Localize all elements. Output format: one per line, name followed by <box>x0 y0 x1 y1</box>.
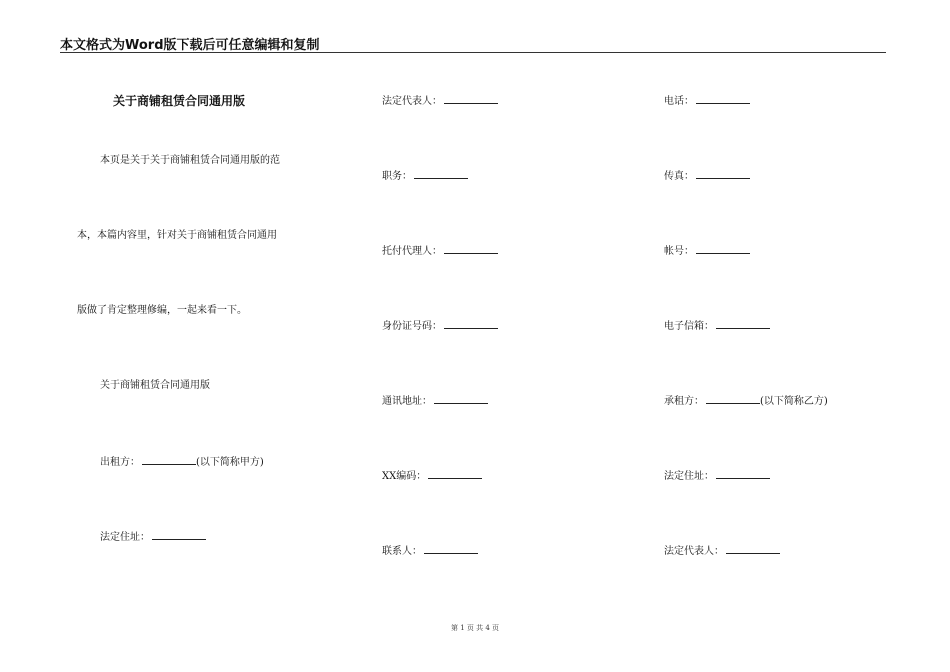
lessor-address-blank <box>152 530 206 540</box>
contact-field <box>382 544 478 558</box>
id-number-field <box>382 319 498 333</box>
lessee-address-label: 法定住址： <box>664 471 714 482</box>
contact-blank <box>424 544 478 554</box>
lessee-field <box>664 394 828 408</box>
email-label: 电子信箱： <box>664 321 714 332</box>
page-footer: 第 1 页 共 4 页 <box>450 624 500 632</box>
mailing-address-blank <box>434 394 488 404</box>
id-number-label: 身份证号码： <box>382 321 442 332</box>
phone-label: 电话： <box>664 96 694 107</box>
lessor-label: 出租方： <box>100 457 140 468</box>
contact-label: 联系人： <box>382 546 422 557</box>
position-label: 职务： <box>382 171 412 182</box>
lessor-blank <box>142 455 196 465</box>
lessor-field <box>100 455 264 469</box>
phone-field <box>664 94 750 108</box>
mailing-address-field <box>382 394 488 408</box>
document-title: 关于商铺租赁合同通用版 <box>113 94 246 108</box>
agent-field <box>382 244 498 258</box>
subtitle: 关于商铺租赁合同通用版 <box>100 380 210 391</box>
account-blank <box>696 244 750 254</box>
lessee-rep-blank <box>726 544 780 554</box>
agent-label: 托付代理人： <box>382 246 442 257</box>
legal-rep-blank <box>444 94 498 104</box>
account-field <box>664 244 750 258</box>
legal-rep-field <box>382 94 498 108</box>
intro-line-2: 本，本篇内容里，针对关于商铺租赁合同通用 <box>77 230 277 241</box>
postal-code-label: XX编码： <box>382 471 427 482</box>
lessor-address-field <box>100 530 206 544</box>
intro-line-1: 本页是关于关于商铺租赁合同通用版的范 <box>100 155 280 166</box>
lessee-label: 承租方： <box>664 396 704 407</box>
lessee-rep-label: 法定代表人： <box>664 546 724 557</box>
postal-code-field <box>382 469 482 483</box>
fax-field <box>664 169 750 183</box>
phone-blank <box>696 94 750 104</box>
fax-label: 传真： <box>664 171 694 182</box>
id-number-blank <box>444 319 498 329</box>
lessor-address-label: 法定住址： <box>100 532 150 543</box>
lessee-rep-field <box>664 544 780 558</box>
position-blank <box>414 169 468 179</box>
email-blank <box>716 319 770 329</box>
lessee-address-blank <box>716 469 770 479</box>
postal-code-blank <box>428 469 482 479</box>
intro-line-3: 版做了肯定整理修编，一起来看一下。 <box>77 305 247 316</box>
header-text: 本文格式为Word版下载后可任意编辑和复制 <box>60 38 320 53</box>
lessee-blank <box>706 394 760 404</box>
lessee-address-field <box>664 469 770 483</box>
agent-blank <box>444 244 498 254</box>
lessor-suffix: (以下简称甲方) <box>196 457 264 468</box>
mailing-address-label: 通讯地址： <box>382 396 432 407</box>
position-field <box>382 169 468 183</box>
page-header <box>60 34 886 53</box>
fax-blank <box>696 169 750 179</box>
email-field <box>664 319 770 333</box>
account-label: 帐号： <box>664 246 694 257</box>
lessee-suffix: (以下简称乙方) <box>760 396 828 407</box>
legal-rep-label: 法定代表人： <box>382 96 442 107</box>
